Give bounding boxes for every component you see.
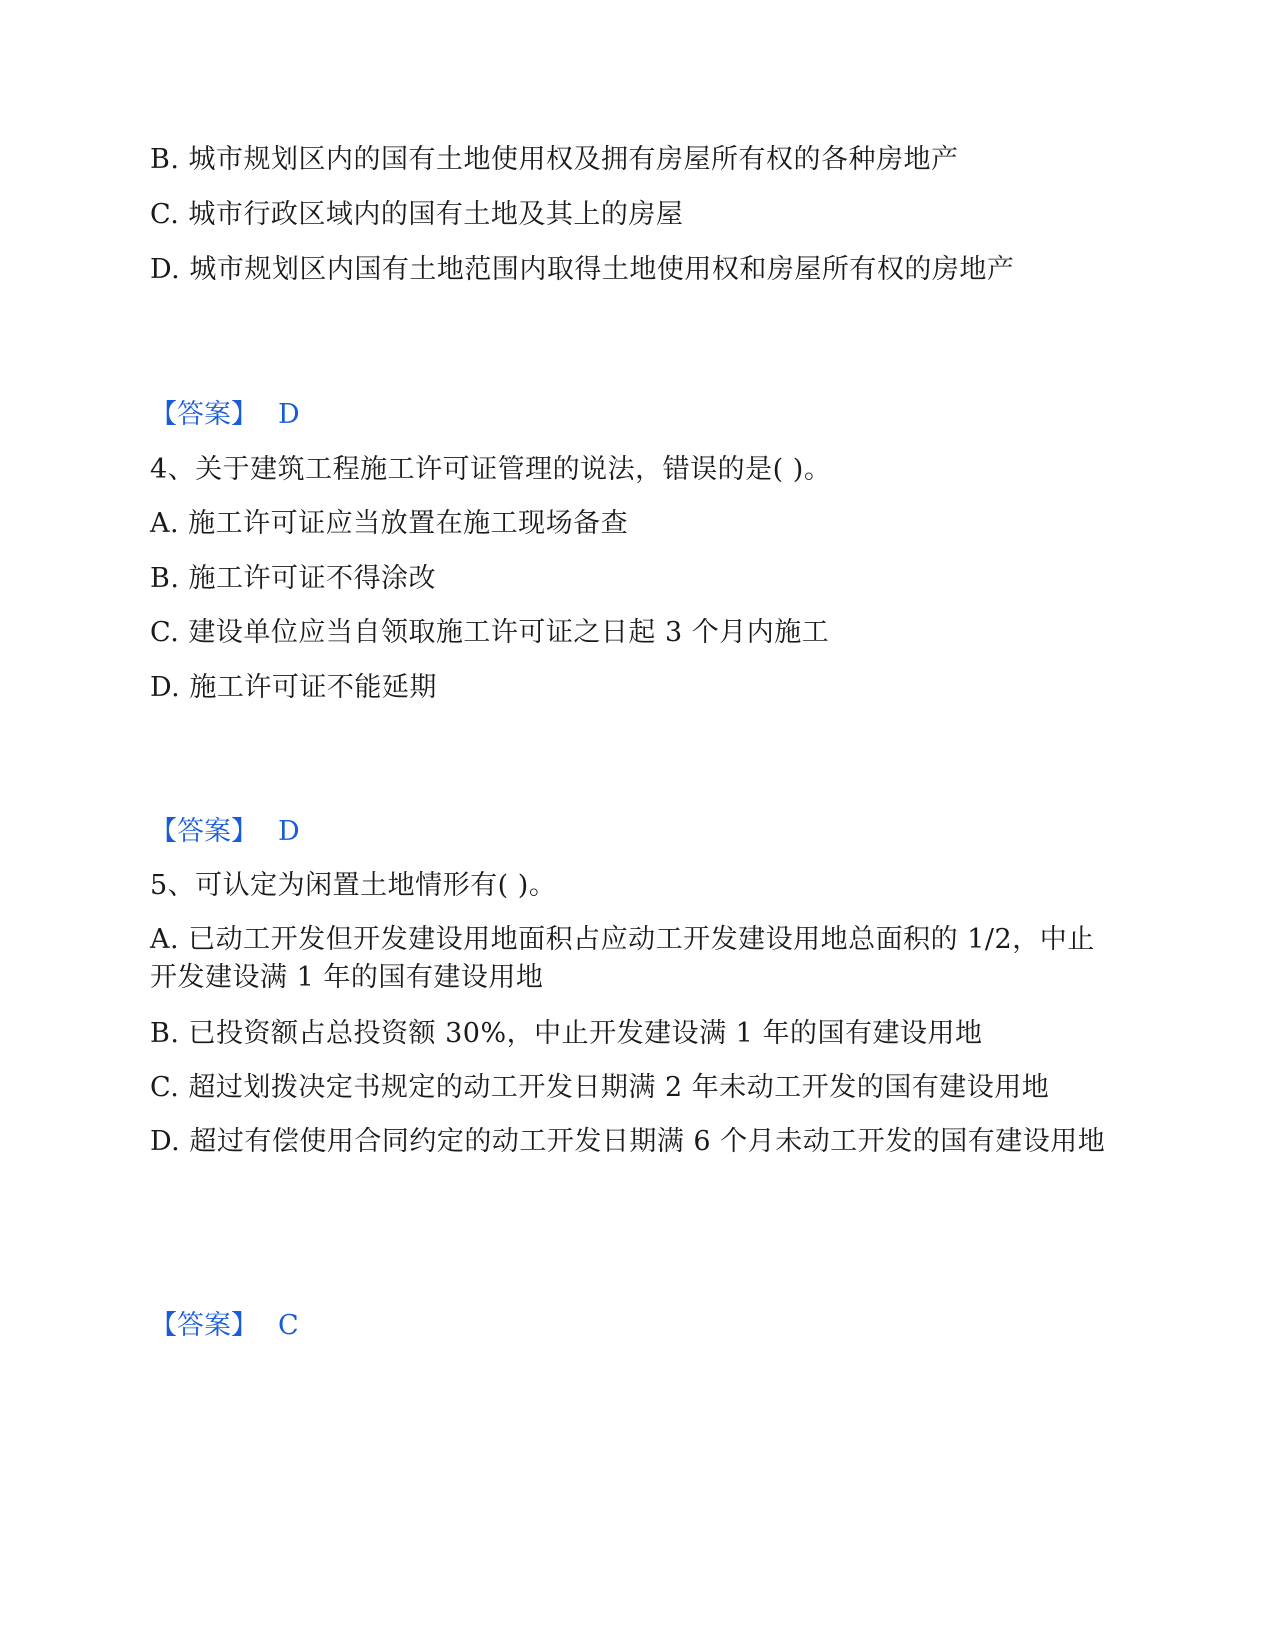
q4-question: 4、关于建筑工程施工许可证管理的说法，错误的是( )。 [150,454,832,485]
q5-answer-label: 【答案】 [150,1310,258,1341]
q4-option-b: B. 施工许可证不得涂改 [150,563,437,594]
q5-option-d: D. 超过有偿使用合同约定的动工开发日期满 6 个月未动工开发的国有建设用地 [150,1126,1106,1157]
q5-question: 5、可认定为闲置土地情形有( )。 [150,870,557,901]
q4-option-d: D. 施工许可证不能延期 [150,672,437,703]
q4-answer [150,813,300,851]
q3-answer [150,396,300,434]
q5-option-b: B. 已投资额占总投资额 30%，中止开发建设满 1 年的国有建设用地 [150,1018,983,1049]
q5-option-a: A. 已动工开发但开发建设用地面积占应动工开发建设用地总面积的 1/2，中止开发建设满 1 年的国有建设用地 [150,924,1095,993]
q5-option-c: C. 超过划拨决定书规定的动工开发日期满 2 年未动工开发的国有建设用地 [150,1072,1050,1103]
q5-answer [150,1307,299,1345]
q4-option-c: C. 建设单位应当自领取施工许可证之日起 3 个月内施工 [150,617,830,648]
q4-option-a: A. 施工许可证应当放置在施工现场备查 [150,508,629,539]
q4-answer-value: D [278,816,300,847]
q3-option-d: D. 城市规划区内国有土地范围内取得土地使用权和房屋所有权的房地产 [150,254,1015,285]
q4-answer-label: 【答案】 [150,816,258,847]
q3-option-b: B. 城市规划区内的国有土地使用权及拥有房屋所有权的各种房地产 [150,144,959,175]
q3-answer-label: 【答案】 [150,399,258,430]
q3-answer-value: D [278,399,300,430]
q5-answer-value: C [278,1310,299,1341]
q3-option-c: C. 城市行政区域内的国有土地及其上的房屋 [150,199,684,230]
